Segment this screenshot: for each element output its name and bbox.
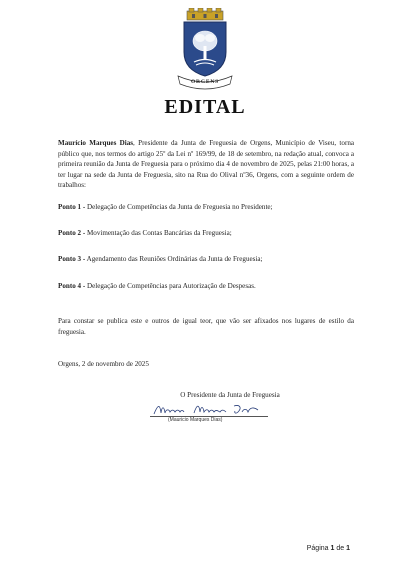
agenda-item-number: Ponto 2 - [58, 229, 86, 237]
document-title: EDITAL [164, 96, 246, 118]
agenda-item-number: Ponto 4 - [58, 282, 86, 290]
page-prefix: Página [306, 545, 331, 552]
agenda-item-4 [58, 281, 358, 291]
agenda-item-3 [58, 254, 358, 264]
crest-ribbon-label: ORGENS [190, 79, 220, 85]
total-pages: 1 [346, 545, 350, 552]
intro-paragraph [58, 138, 354, 191]
current-page: 1 [330, 545, 335, 552]
agenda-item-number: Ponto 3 - [58, 255, 86, 263]
page-number [307, 545, 350, 552]
page-of: de [334, 545, 347, 552]
place-and-date: Orgens, 2 de novembro de 2025 [58, 360, 149, 368]
agenda-item-number: Ponto 1 - [58, 203, 86, 211]
agenda-item-2 [58, 228, 358, 238]
agenda-item-text: Agendamento das Reuniões Ordinárias da Junta de Freguesia; [85, 255, 263, 263]
agenda-item-text: Delegação de Competências da Junta de Freguesia no Presidente; [85, 203, 273, 211]
signatory-title: O Presidente da Junta de Freguesia [180, 391, 280, 399]
coat-of-arms [172, 8, 238, 90]
agenda-item-text: Movimentação das Contas Bancárias da Freguesia; [85, 229, 232, 237]
printed-name: (Mauricio Marques Dias) [168, 417, 223, 423]
closing-paragraph: Para constar se publica este e outros de igual teor, que vão ser afixados nos lugares de estilo da freguesia. [58, 317, 354, 336]
agenda-item-1 [58, 202, 358, 212]
president-name: Maurício Marques Dias [58, 139, 134, 147]
intro-text: , Presidente da Junta de Freguesia de Orgens, Município de Viseu, torna público que, nos termos do artigo 25º da Lei nº 169/99, de 18 de setembro, na redação atual, convoca a primeira reunião da Junta de Freguesia para o próximo dia 4 de novembro de 2025, pelas 21:00 horas, a ter lugar na sede da Junta de Freguesia, sito na Rua do Olival nº36, Orgens, com a seguinte ordem de trabalhos: [58, 139, 355, 190]
coat-of-arms-icon [172, 8, 238, 90]
agenda-item-text: Delegação de Competências para Autorização de Despesas. [85, 282, 256, 290]
